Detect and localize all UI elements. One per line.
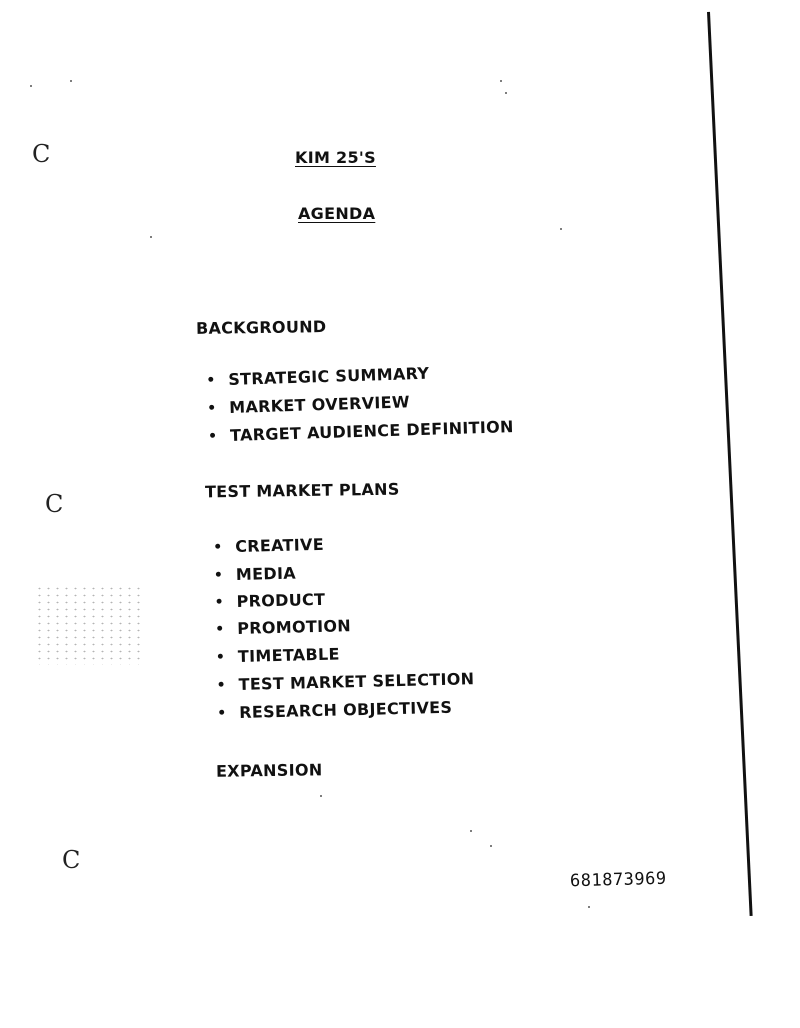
list-item: • TEST MARKET SELECTION — [216, 669, 475, 694]
document-bates-number: 681873969 — [569, 868, 667, 892]
agenda-heading: AGENDA — [298, 204, 376, 223]
list-item: • MEDIA — [213, 563, 297, 584]
bullet-icon: • — [206, 400, 217, 417]
bullet-icon: • — [216, 677, 227, 694]
punch-hole-bottom: C — [62, 846, 81, 874]
list-item: • TARGET AUDIENCE DEFINITION — [207, 417, 514, 445]
list-item: • PROMOTION — [215, 616, 352, 638]
list-item: • PRODUCT — [214, 589, 326, 611]
scan-speck — [500, 80, 502, 82]
list-item: • TIMETABLE — [215, 644, 340, 666]
scan-noise — [35, 585, 145, 665]
list-item: • STRATEGIC SUMMARY — [206, 363, 430, 389]
scan-speck — [150, 236, 152, 238]
bullet-icon: • — [213, 539, 223, 556]
section-heading-background: BACKGROUND — [195, 317, 327, 338]
list-item: • CREATIVE — [213, 534, 325, 556]
bullet-icon: • — [214, 594, 225, 611]
scan-speck — [30, 85, 32, 87]
scan-speck — [505, 92, 507, 94]
scan-speck — [588, 906, 590, 908]
scan-speck — [470, 830, 472, 832]
bullet-icon: • — [207, 428, 218, 445]
punch-hole-top: C — [32, 140, 51, 168]
section-heading-expansion: EXPANSION — [215, 760, 323, 781]
bullet-icon: • — [215, 649, 226, 666]
bullet-icon: • — [206, 372, 216, 389]
scan-speck — [70, 80, 72, 82]
bullet-icon: • — [217, 705, 227, 722]
scan-speck — [320, 795, 322, 797]
bullet-icon: • — [215, 621, 225, 638]
document-title: KIM 25'S — [295, 148, 376, 167]
scan-speck — [560, 228, 562, 230]
page-edge-line — [707, 12, 753, 916]
section-heading-test-market-plans: TEST MARKET PLANS — [204, 479, 400, 502]
list-item: • RESEARCH OBJECTIVES — [217, 697, 453, 722]
list-item: • MARKET OVERVIEW — [206, 392, 411, 417]
punch-hole-middle: C — [45, 490, 64, 518]
bullet-icon: • — [213, 567, 224, 584]
scan-speck — [490, 845, 492, 847]
